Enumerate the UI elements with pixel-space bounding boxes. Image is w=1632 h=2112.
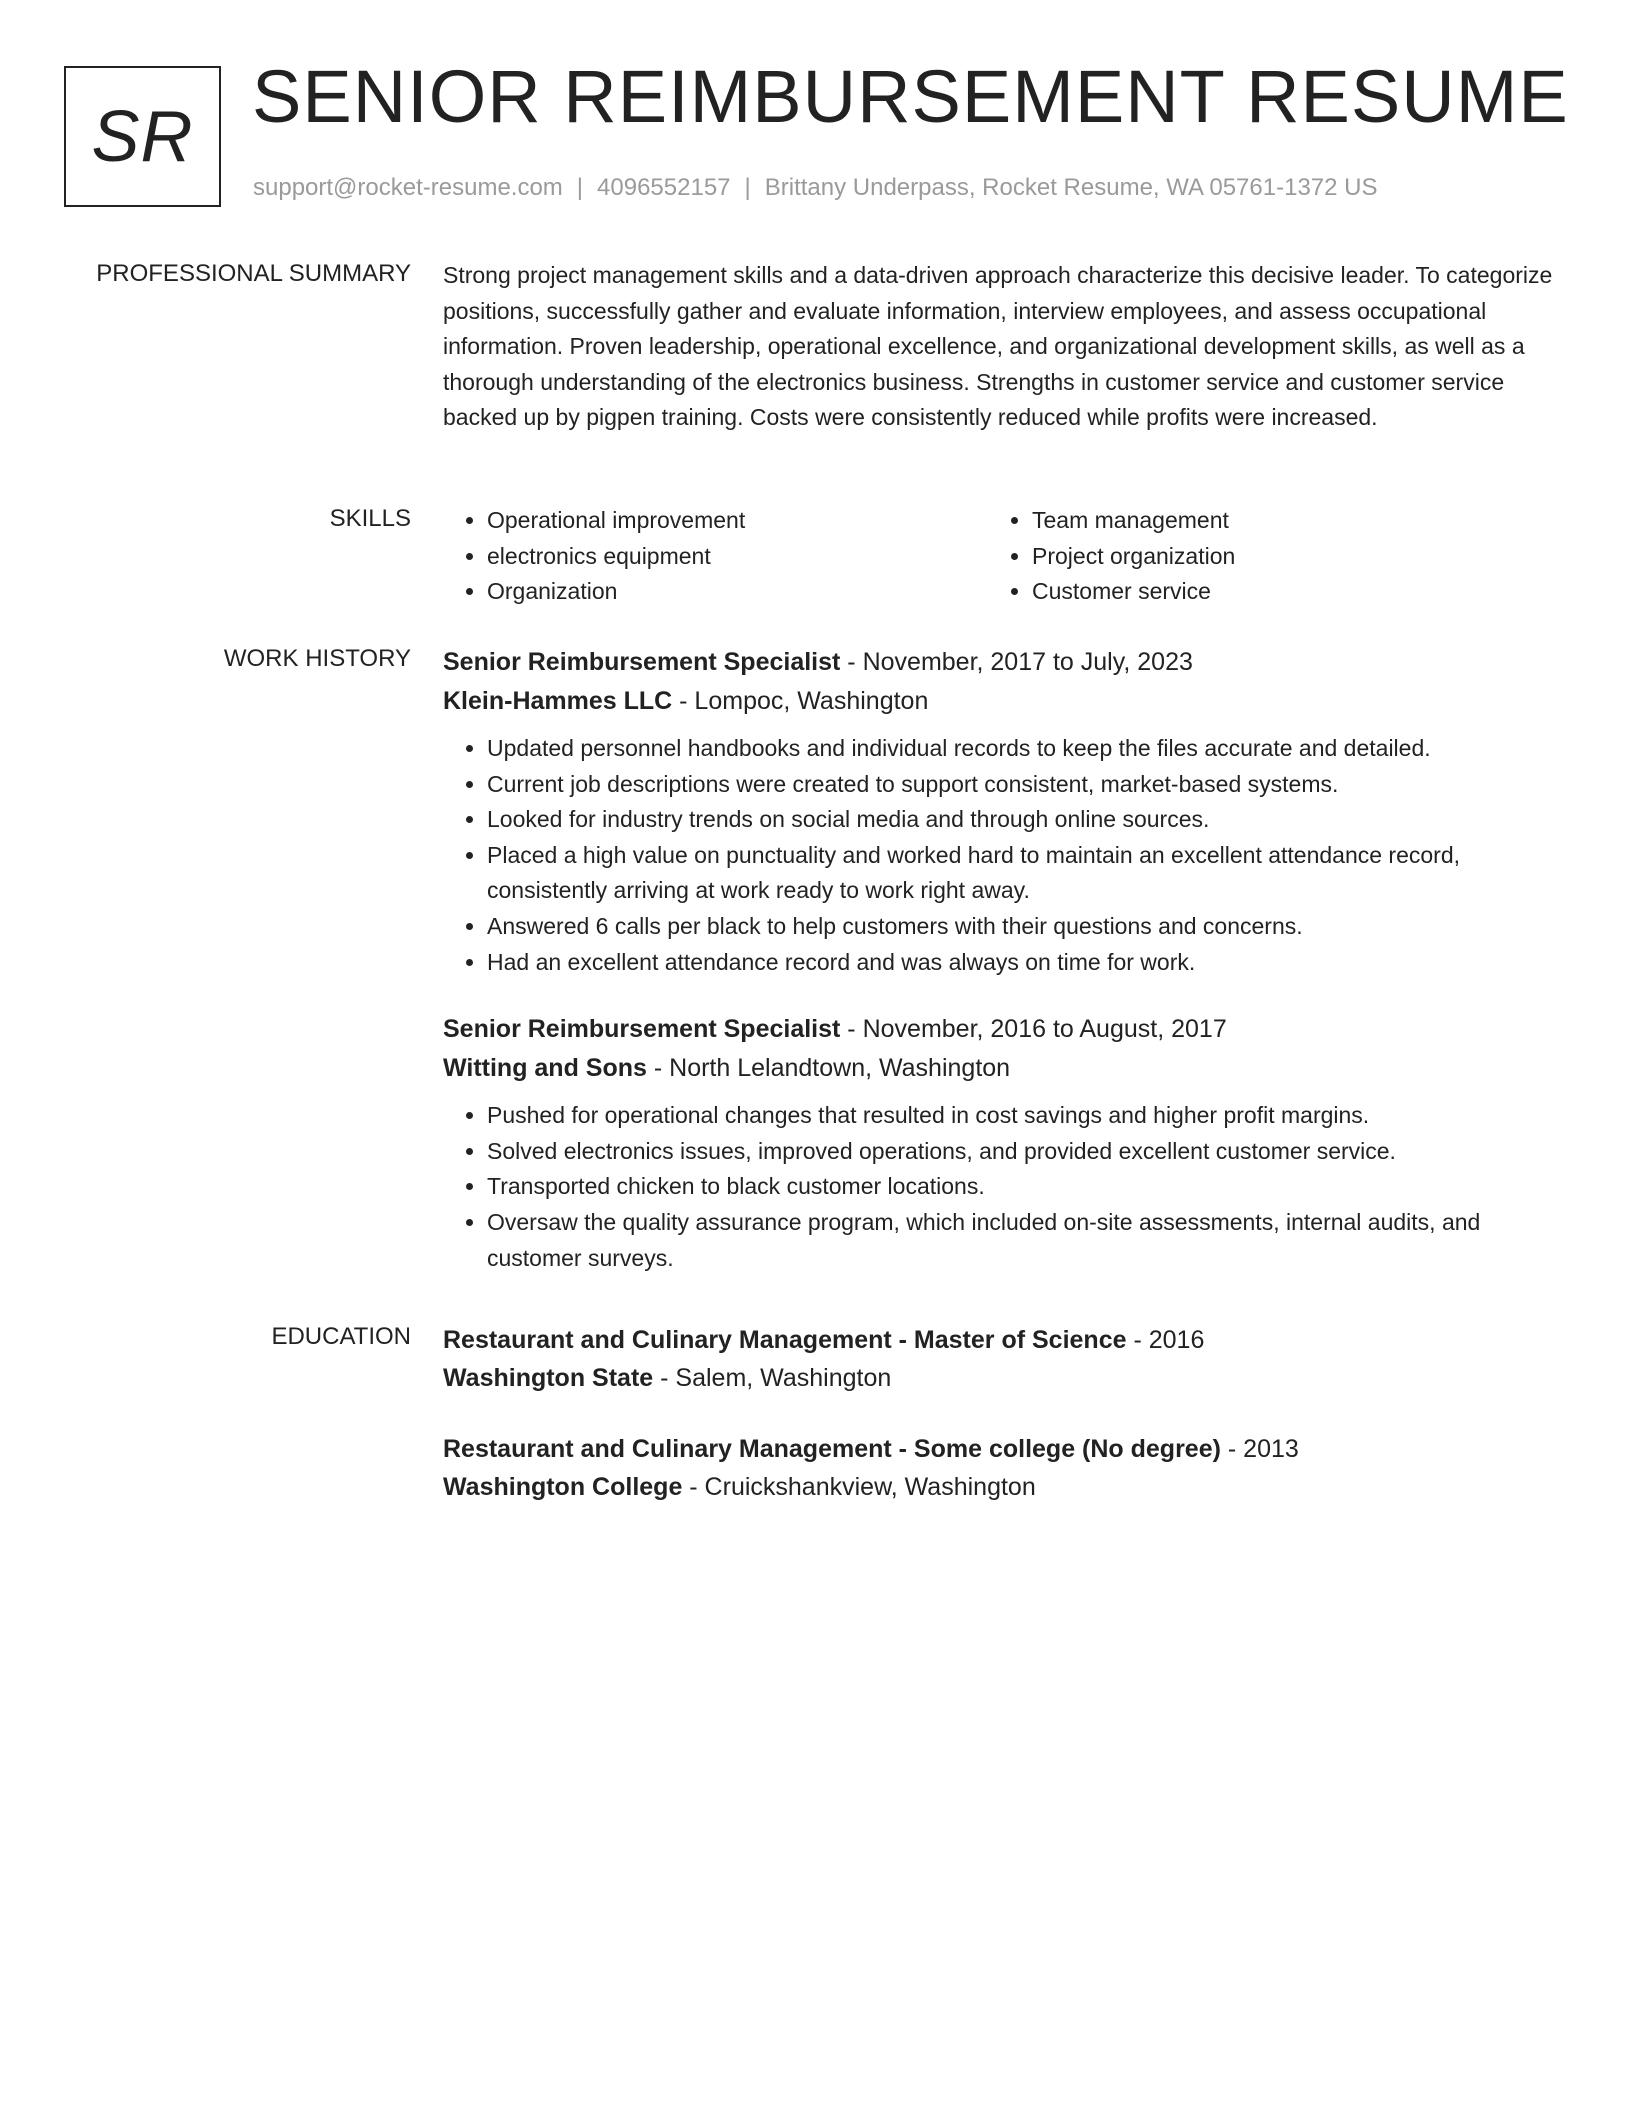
skills-body <box>443 503 1553 610</box>
monogram-initials: SR <box>91 96 194 177</box>
job-bullets <box>443 731 1553 980</box>
contact-phone[interactable]: 4096552157 <box>597 174 731 201</box>
job-dates: - November, 2016 to August, 2017 <box>840 1015 1227 1044</box>
job-title-line <box>443 1010 1553 1049</box>
contact-separator: | <box>576 174 584 201</box>
job-title: Senior Reimbursement Specialist <box>443 1015 841 1044</box>
education-body <box>443 1321 1553 1506</box>
contact-separator: | <box>744 174 751 201</box>
skill-item: • Project organization <box>1032 539 1533 575</box>
job-bullet: • Oversaw the quality assurance program, which included on-site assessments, internal audits, and customer surveys. <box>487 1205 1553 1276</box>
education-school: Washington State <box>443 1364 654 1392</box>
skill-item: • electronics equipment <box>487 539 988 575</box>
job-bullet: • Updated personnel handbooks and individual records to keep the files accurate and detailed. <box>487 731 1553 767</box>
skills-list-right <box>988 503 1533 610</box>
education-entry <box>443 1430 1553 1506</box>
education-school-line <box>443 1359 1553 1397</box>
education-location: - Cruickshankview, Washington <box>682 1473 1036 1501</box>
education-year: - 2013 <box>1220 1435 1299 1463</box>
skill-item: • Organization <box>487 574 988 610</box>
job-bullet: • Solved electronics issues, improved operations, and provided excellent customer service. <box>487 1134 1553 1170</box>
job-bullet: • Looked for industry trends on social media and through online sources. <box>487 802 1553 838</box>
education-degree-line <box>443 1430 1553 1468</box>
job-company-line <box>443 1049 1553 1088</box>
section-heading-skills: SKILLS <box>329 505 411 532</box>
job-title: Senior Reimbursement Specialist <box>443 648 841 676</box>
contact-line <box>253 174 1378 202</box>
job-title-line <box>443 643 1553 682</box>
skill-item: • Customer service <box>1032 574 1533 610</box>
skill-item: • Team management <box>1032 503 1533 539</box>
job-dates: - November, 2017 to July, 2023 <box>840 648 1193 676</box>
education-degree: Restaurant and Culinary Management - Master of Science <box>443 1326 1127 1354</box>
summary-body <box>443 258 1553 436</box>
job-entry <box>443 1010 1553 1276</box>
contact-address: Brittany Underpass, Rocket Resume, WA 05761-1372 US <box>764 174 1378 201</box>
job-company: Klein-Hammes LLC <box>443 687 673 715</box>
summary-text: Strong project management skills and a data-driven approach characterize this decisive leader. To categorize positions, successfully gather and evaluate information, interview employees, and assess occupational information. Proven leadership, operational excellence, and organizational development skills, as well as a thorough understanding of the electronics business. Strengths in customer service and customer service backed up by pigpen training. Costs were consistently reduced while profits were increased. <box>443 262 1553 431</box>
education-degree: Restaurant and Culinary Management - Some college (No degree) <box>443 1435 1221 1463</box>
job-bullet: • Answered 6 calls per black to help customers with their questions and concerns. <box>487 909 1553 945</box>
job-company-line <box>443 682 1553 721</box>
education-school-line <box>443 1468 1553 1506</box>
education-location: - Salem, Washington <box>653 1364 892 1392</box>
skills-columns <box>443 503 1553 610</box>
job-bullet: • Had an excellent attendance record and was always on time for work. <box>487 945 1553 981</box>
skill-item: • Operational improvement <box>487 503 988 539</box>
resume-title: SENIOR REIMBURSEMENT RESUME <box>252 55 1569 138</box>
section-heading-summary: PROFESSIONAL SUMMARY <box>96 260 411 287</box>
job-location: - Lompoc, Washington <box>672 687 929 715</box>
job-bullet: • Transported chicken to black customer locations. <box>487 1169 1553 1205</box>
education-degree-line <box>443 1321 1553 1359</box>
section-heading-education: EDUCATION <box>271 1323 411 1350</box>
job-bullet: • Pushed for operational changes that resulted in cost savings and higher profit margins. <box>487 1098 1553 1134</box>
work-history-body <box>443 643 1553 1276</box>
job-bullet: • Placed a high value on punctuality and worked hard to maintain an excellent attendance record, consistently arriving at work ready to work right away. <box>487 838 1553 909</box>
job-company: Witting and Sons <box>443 1054 647 1083</box>
skills-list-left <box>443 503 988 610</box>
education-school: Washington College <box>443 1473 683 1501</box>
education-year: - 2016 <box>1126 1326 1205 1354</box>
section-heading-work-history: WORK HISTORY <box>223 645 411 672</box>
job-bullet: • Current job descriptions were created to support consistent, market-based systems. <box>487 767 1553 803</box>
education-entry <box>443 1321 1553 1397</box>
job-bullets <box>443 1098 1553 1276</box>
job-location: - North Lelandtown, Washington <box>646 1054 1011 1083</box>
contact-email[interactable]: support@rocket-resume.com <box>253 174 563 201</box>
monogram-box <box>64 66 221 207</box>
job-entry <box>443 643 1553 980</box>
